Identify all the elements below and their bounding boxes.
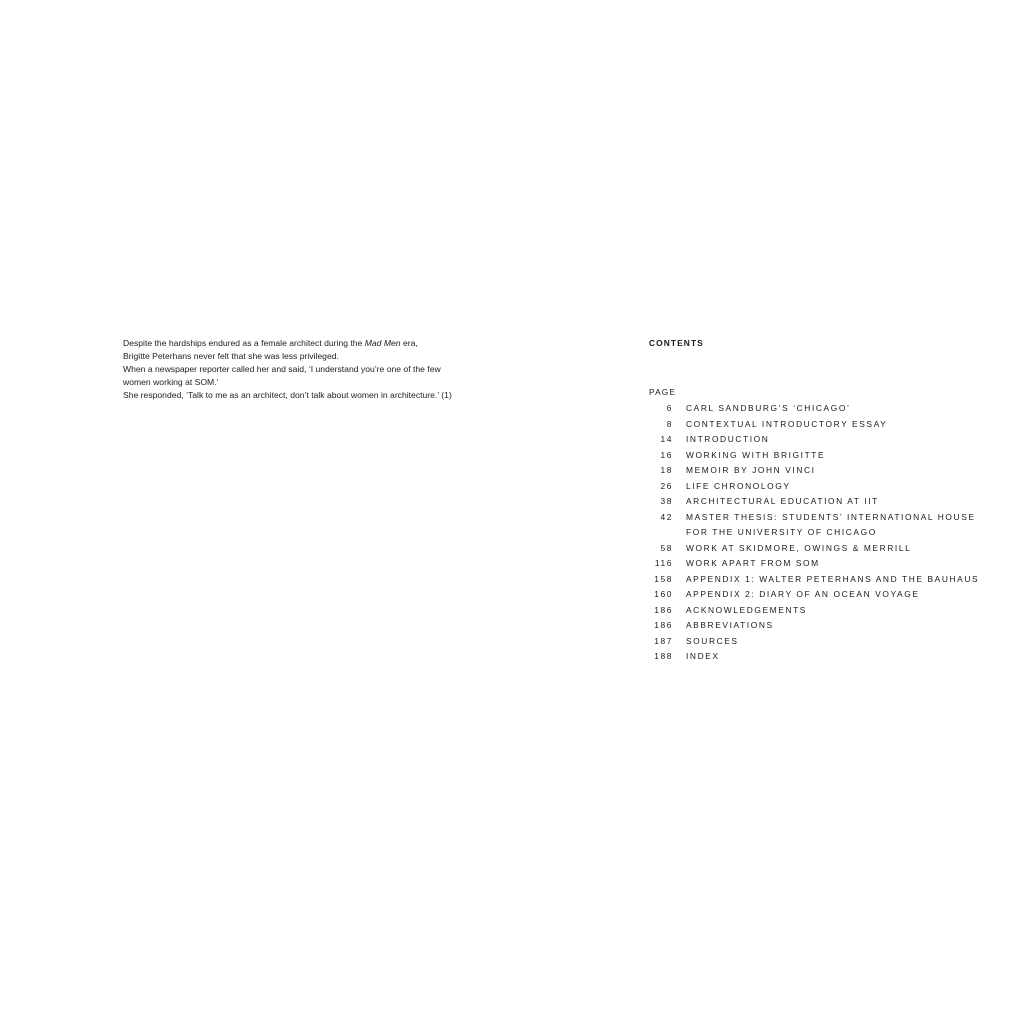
quote-line-1 bbox=[123, 337, 483, 350]
contents-entry-page bbox=[649, 525, 673, 541]
contents-entry-page: 8 bbox=[666, 418, 673, 429]
contents-entry-page: 160 bbox=[654, 589, 673, 599]
contents-entry-page: 188 bbox=[654, 651, 673, 661]
contents-entry-title: ABBREVIATIONS bbox=[686, 620, 774, 630]
contents-entry-title: MASTER THESIS: STUDENTS’ INTERNATIONAL HOUSE bbox=[686, 511, 976, 522]
contents-entry bbox=[649, 649, 989, 665]
contents-entry-spacer bbox=[673, 603, 686, 619]
contents-entry-spacer bbox=[673, 587, 686, 603]
contents-entry bbox=[649, 603, 989, 619]
quote-line-1-end: era, bbox=[400, 338, 418, 348]
contents-entry-page: 187 bbox=[654, 635, 673, 646]
epigraph-quote bbox=[123, 337, 483, 402]
contents-entry-spacer bbox=[673, 510, 686, 526]
contents-entry-spacer bbox=[673, 448, 686, 464]
quote-line-5: She responded, ‘Talk to me as an architect, don’t talk about women in architecture.’ (1) bbox=[123, 390, 452, 400]
contents-entry-page: 42 bbox=[660, 511, 673, 522]
quote-line-4: women working at SOM.’ bbox=[123, 377, 219, 387]
quote-line-1-start: Despite the hardships endured as a female architect during the bbox=[123, 338, 365, 348]
contents-entry bbox=[649, 401, 989, 417]
contents-entry-page: 186 bbox=[654, 620, 673, 630]
contents-entry bbox=[649, 417, 989, 433]
contents-entry-title: APPENDIX 1: WALTER PETERHANS AND THE BAUHAUS bbox=[686, 573, 980, 584]
contents-entry-title: FOR THE UNIVERSITY OF CHICAGO bbox=[686, 527, 877, 537]
contents-entry-spacer bbox=[673, 541, 686, 557]
contents-entry-title: ARCHITECTURAL EDUCATION AT IIT bbox=[686, 496, 879, 506]
contents-entry-page: 26 bbox=[660, 480, 673, 491]
contents-entry bbox=[649, 587, 989, 603]
contents-entry bbox=[649, 618, 989, 634]
contents-entry-title: WORKING WITH BRIGITTE bbox=[686, 449, 826, 460]
contents-entry-title: MEMOIR BY JOHN VINCI bbox=[686, 465, 816, 475]
contents-entry-spacer bbox=[673, 649, 686, 665]
contents-entry-page: 18 bbox=[660, 465, 673, 475]
contents-entry bbox=[649, 510, 989, 526]
contents-entry-spacer bbox=[673, 401, 686, 417]
contents-entry-title: APPENDIX 2: DIARY OF AN OCEAN VOYAGE bbox=[686, 589, 920, 599]
contents-entry-title: INTRODUCTION bbox=[686, 434, 770, 444]
contents-entry-page: 16 bbox=[660, 449, 673, 460]
contents-entry-title: CARL SANDBURG’S ‘CHICAGO’ bbox=[686, 403, 851, 413]
contents-entry bbox=[649, 448, 989, 464]
contents-entry-page: 58 bbox=[660, 542, 673, 553]
contents-entry-spacer bbox=[673, 525, 686, 541]
quote-line-3: When a newspaper reporter called her and said, ‘I understand you’re one of the few bbox=[123, 364, 441, 374]
contents-entry-spacer bbox=[673, 494, 686, 510]
contents-entry-title: WORK APART FROM SOM bbox=[686, 558, 820, 568]
contents-entry bbox=[649, 494, 989, 510]
contents-entry-page: 38 bbox=[660, 496, 673, 506]
contents-heading: CONTENTS bbox=[649, 338, 704, 348]
contents-list bbox=[649, 401, 989, 665]
contents-entry bbox=[649, 634, 989, 650]
contents-entry bbox=[649, 525, 989, 541]
table-of-contents bbox=[649, 337, 989, 665]
contents-entry-title: WORK AT SKIDMORE, OWINGS & MERRILL bbox=[686, 542, 912, 553]
quote-line-2: Brigitte Peterhans never felt that she was less privileged. bbox=[123, 351, 339, 361]
contents-entry-spacer bbox=[673, 479, 686, 495]
contents-entry-title: ACKNOWLEDGEMENTS bbox=[686, 604, 807, 615]
contents-entry bbox=[649, 572, 989, 588]
contents-entry bbox=[649, 556, 989, 572]
contents-entry-page: 158 bbox=[654, 573, 673, 584]
contents-entry-spacer bbox=[673, 556, 686, 572]
contents-entry bbox=[649, 463, 989, 479]
contents-entry-spacer bbox=[673, 634, 686, 650]
contents-entry bbox=[649, 432, 989, 448]
contents-entry-page: 186 bbox=[654, 604, 673, 615]
contents-entry-spacer bbox=[673, 417, 686, 433]
contents-entry-page: 116 bbox=[654, 558, 673, 568]
contents-entry-spacer bbox=[673, 618, 686, 634]
contents-entry-page: 14 bbox=[660, 434, 673, 444]
quote-line-1-italic: Mad Men bbox=[364, 338, 401, 348]
contents-entry-title: INDEX bbox=[686, 651, 720, 661]
contents-entry-page: 6 bbox=[666, 403, 673, 413]
contents-entry-title: CONTEXTUAL INTRODUCTORY ESSAY bbox=[686, 418, 888, 429]
contents-entry-spacer bbox=[673, 432, 686, 448]
contents-entry-title: SOURCES bbox=[686, 635, 739, 646]
contents-entry bbox=[649, 479, 989, 495]
contents-entry-spacer bbox=[673, 463, 686, 479]
contents-entry-spacer bbox=[673, 572, 686, 588]
contents-entry-title: LIFE CHRONOLOGY bbox=[686, 480, 791, 491]
contents-entry bbox=[649, 541, 989, 557]
page-column-label: PAGE bbox=[649, 387, 677, 397]
